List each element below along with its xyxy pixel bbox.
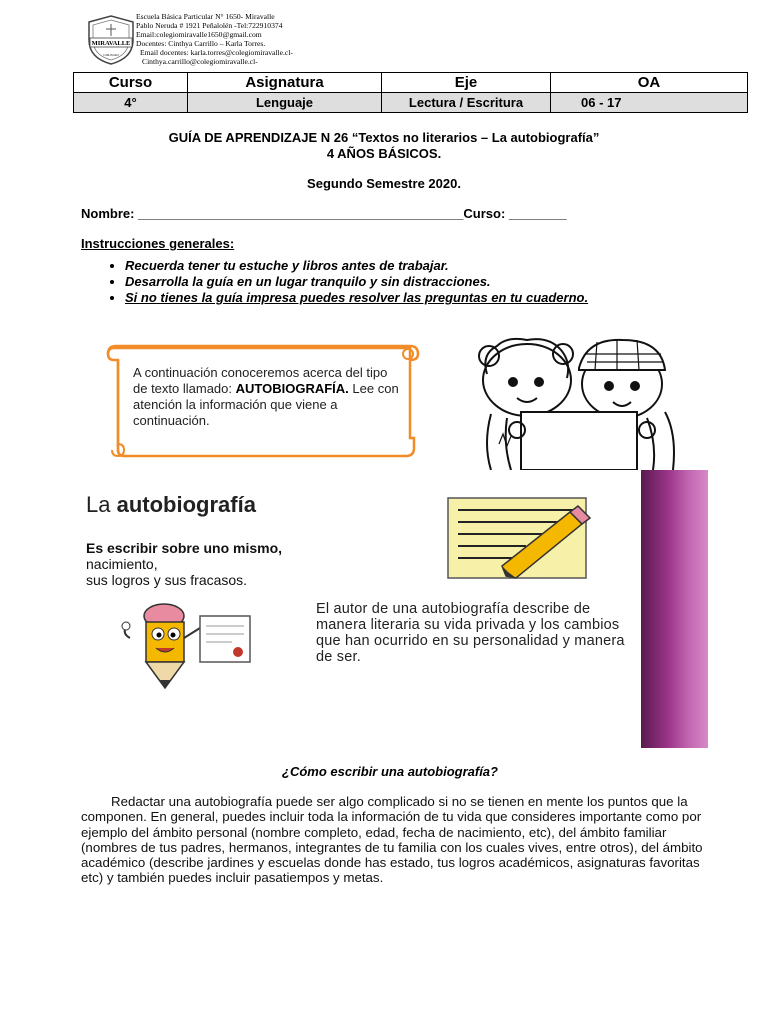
school-line: Cinthya.carrillo@colegiomiravalle.cl- [142,57,258,66]
def-line: sus logros y sus fracasos. [86,572,248,588]
def-line: Es escribir sobre uno mismo, [86,540,283,556]
scroll-bold: AUTOBIOGRAFÍA. [235,381,349,396]
school-line: Email docentes: karla.torres@colegiomiravalle.cl- [140,48,293,57]
instructions-title: Instrucciones generales: [81,236,235,251]
table-value-row [74,93,748,113]
logo-sub: COLEGIO [103,53,119,57]
children-illustration [467,334,687,470]
logo-name: MIRAVALLE [91,40,131,47]
title-prefix: La [86,492,117,517]
list-item: • Recuerda tener tu estuche y libros antes de trabajar. [125,258,765,274]
list-item: • Si no tienes la guía impresa puedes resolver las preguntas en tu cuaderno. [125,290,765,306]
section-paragraph: Redactar una autobiografía puede ser algo complicado si no se tienen en mente los puntos que la componen. En general, puedes incluir toda la información de tu vida que consideres importante como por ejemplo del ámbito personal (nombre completo, edad, fecha de nacimiento, etc), del ámbito familiar (nombres de tus padres, hermanos, integrantes de tu familia con los cuales vives, entre otros), del ámbito académico (describe jardines y escuelas donde has estado, tus logros académicos, asignaturas favoritas etc) y también puedes incluir pasatiempos y metas. [81,794,703,886]
guide-level: 4 AÑOS BÁSICOS. [326,146,442,161]
purple-bar [641,470,708,748]
table-header-row [74,73,748,93]
header-eje: Eje [382,73,551,93]
instructions-list [81,258,765,306]
school-line: Email:colegiomiravalle1650@gmail.com [136,30,262,39]
header-oa: OA [551,73,748,93]
school-line: Pablo Neruda # 1921 Peñalolén -Tel:722910374 [136,21,283,30]
scroll-intro: A continuación conoceremos acerca del tipo de texto llamado: [133,365,388,396]
title-bold: autobiografía [116,492,256,517]
pencil-character-icon [116,598,256,696]
definition-long: El autor de una autobiografía describe de manera literaria su vida privada y los cambios que han ocurrido en su personalidad y manera de ser. [316,601,625,665]
header-asignatura: Asignatura [188,73,382,93]
list-item: • Desarrolla la guía en un lugar tranquilo y sin distracciones. [125,274,765,290]
school-info [136,12,293,66]
value-curso: 4° [74,93,188,113]
school-logo [86,14,136,66]
school-line: Docentes: Cinthya Carrillo – Karla Torres. [136,39,266,48]
school-line: Escuela Básica Particular N° 1650- Miravalle [136,12,275,21]
notepad-pencil-icon [446,496,594,582]
value-eje: Lectura / Escritura [382,93,551,113]
definition-short [86,540,282,588]
header-curso: Curso [74,73,188,93]
infographic-title [86,492,256,518]
scroll-rest: Lee con atención la información que viene a continuación. [133,381,399,428]
section-question: ¿Cómo escribir una autobiografía? [282,764,498,779]
course-info-table [73,72,748,113]
semester: Segundo Semestre 2020. [307,176,461,191]
value-oa: 06 - 17 [551,93,748,113]
scroll-text [133,365,403,429]
value-asignatura: Lenguaje [188,93,382,113]
guide-title: GUÍA DE APRENDIZAJE N 26 “Textos no literarios – La autobiografía” [168,130,600,145]
name-course-line: Nombre: _____________________________________________Curso: ________ [81,206,567,221]
def-line: nacimiento, [86,556,158,572]
